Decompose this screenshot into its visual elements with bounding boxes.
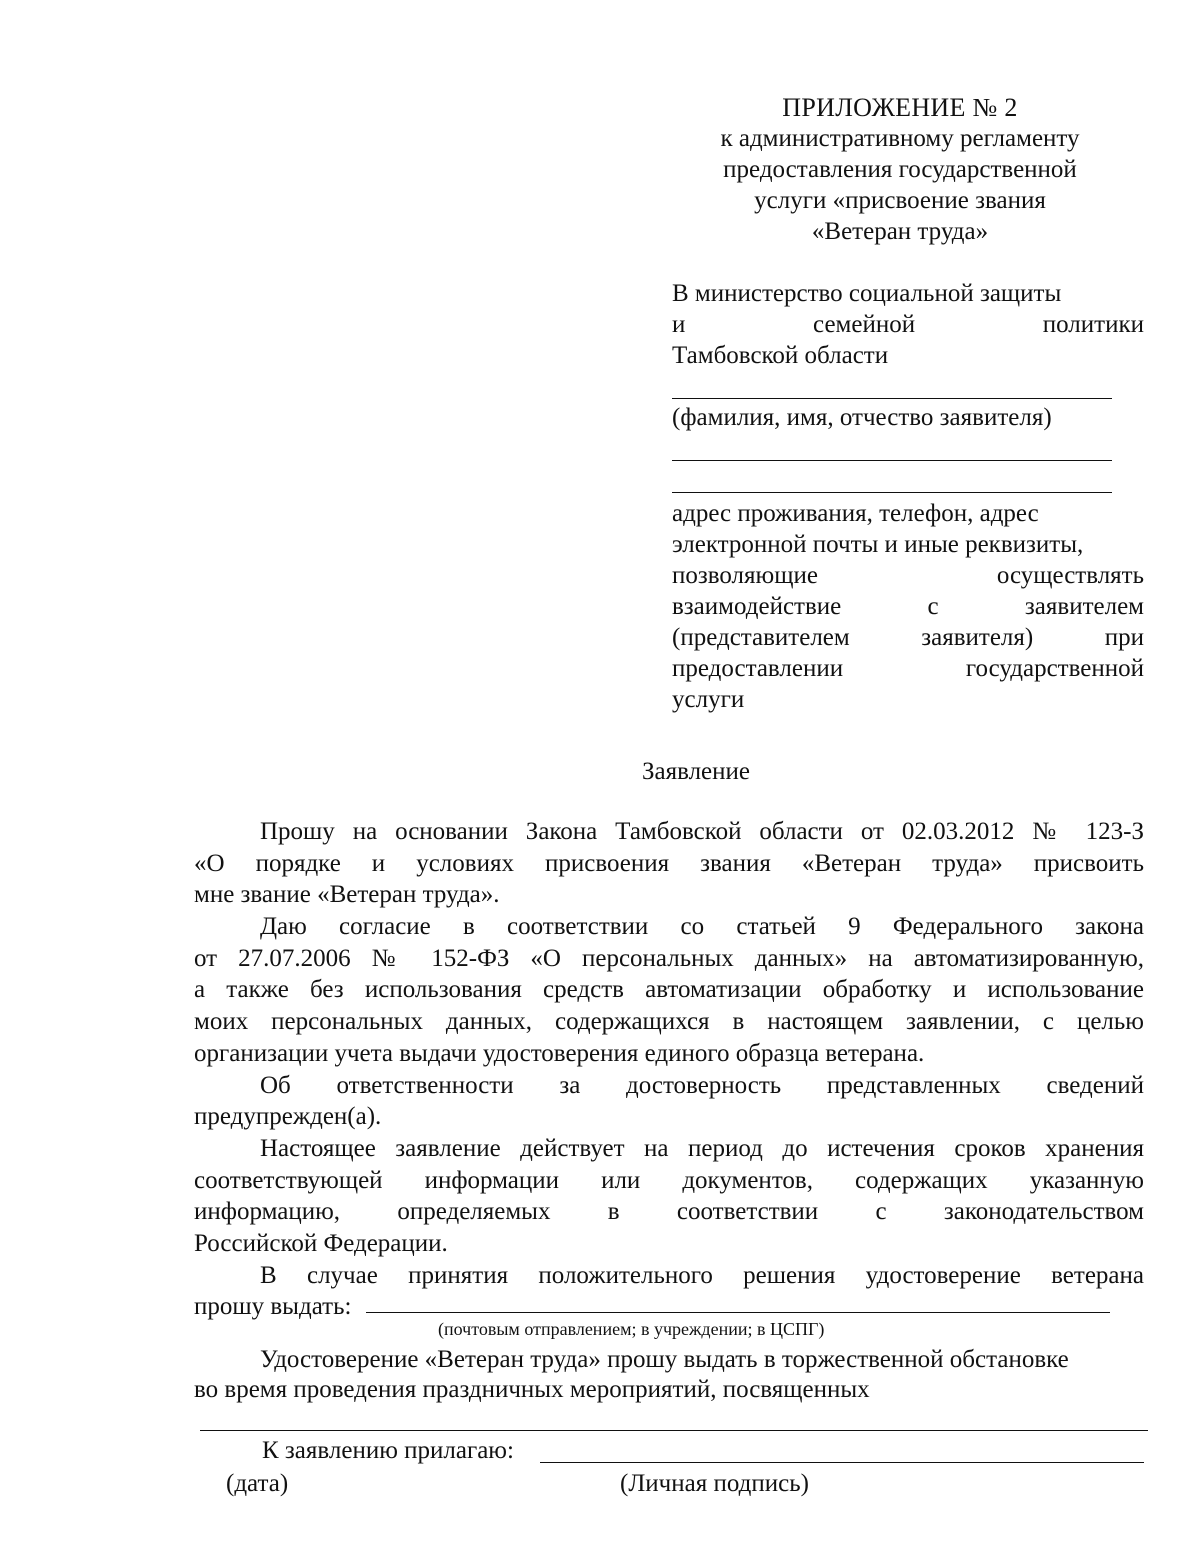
application-body bbox=[194, 816, 1144, 1291]
signature-caption: (Личная подпись) bbox=[620, 1470, 809, 1497]
ceremony-blank-line[interactable] bbox=[200, 1430, 1148, 1431]
fio-caption: (фамилия, имя, отчество заявителя) bbox=[672, 404, 1052, 431]
paragraph-line: «О порядке и условиях присвоения звания «Ветеран труда» присвоить bbox=[194, 849, 1144, 877]
address-blank-line-1[interactable] bbox=[672, 460, 1112, 461]
contacts-caption-line: предоставлении государственной bbox=[672, 655, 1144, 682]
paragraph-line: соответствующей информации или документов, содержащих указанную bbox=[194, 1166, 1144, 1194]
address-blank-line-2[interactable] bbox=[672, 492, 1112, 493]
appendix-subtitle-line: предоставления государственной bbox=[723, 156, 1077, 183]
contacts-caption-line: адрес проживания, телефон, адрес bbox=[672, 500, 1039, 527]
appendix-title: ПРИЛОЖЕНИЕ № 2 bbox=[782, 93, 1018, 122]
delivery-caption: (почтовым отправлением; в учреждении; в ЦСПГ) bbox=[438, 1319, 825, 1339]
delivery-label: прошу выдать: bbox=[194, 1293, 352, 1320]
appendix-subtitle-line: услуги «присвоение звания bbox=[754, 187, 1046, 214]
addressee-line: Тамбовской области bbox=[672, 342, 889, 369]
paragraph-line: мне звание «Ветеран труда». bbox=[194, 881, 500, 909]
appendix-header bbox=[690, 92, 1110, 247]
fio-blank-line[interactable] bbox=[672, 398, 1112, 399]
contacts-caption bbox=[672, 498, 1144, 715]
paragraph-line: информацию, определяемых в соответствии с законодательством bbox=[194, 1198, 1144, 1226]
paragraph-line: Российской Федерации. bbox=[194, 1229, 448, 1257]
date-caption: (дата) bbox=[226, 1470, 289, 1497]
application-title: Заявление bbox=[641, 758, 751, 785]
paragraph-line: предупрежден(а). bbox=[194, 1103, 382, 1131]
contacts-caption-line: позволяющие осуществлять bbox=[672, 562, 1144, 589]
paragraph-line: Даю согласие в соответствии со статьей 9 Федерального закона bbox=[260, 913, 1144, 941]
contacts-caption-line: электронной почты и иные реквизиты, bbox=[672, 531, 1084, 558]
appendix-subtitle-line: к административному регламенту bbox=[720, 125, 1080, 152]
paragraph-line: организации учета выдачи удостоверения единого образца ветерана. bbox=[194, 1039, 925, 1067]
paragraph-line: моих персональных данных, содержащихся в настоящем заявлении, с целью bbox=[194, 1008, 1144, 1036]
contacts-caption-line: (представителем заявителя) при bbox=[672, 624, 1144, 651]
addressee-block bbox=[672, 278, 1144, 371]
paragraph-line: Об ответственности за достоверность представленных сведений bbox=[260, 1071, 1144, 1099]
delivery-method-blank-line[interactable] bbox=[366, 1312, 1110, 1313]
contacts-caption-line: услуги bbox=[672, 686, 745, 713]
ceremony-line-1: Удостоверение «Ветеран труда» прошу выдать в торжественной обстановке bbox=[260, 1346, 1069, 1373]
addressee-line: и семейной политики bbox=[672, 311, 1144, 338]
attachment-label: К заявлению прилагаю: bbox=[262, 1437, 514, 1464]
paragraph-line: Настоящее заявление действует на период до истечения сроков хранения bbox=[260, 1134, 1144, 1162]
paragraph-line: от 27.07.2006 № 152-ФЗ «О персональных данных» на автоматизированную, bbox=[194, 944, 1144, 972]
ceremony-line-2: во время проведения праздничных мероприятий, посвященных bbox=[194, 1376, 870, 1403]
paragraph-line: а также без использования средств автоматизации обработку и использование bbox=[194, 976, 1144, 1004]
addressee-line: В министерство социальной защиты bbox=[672, 280, 1062, 307]
contacts-caption-line: взаимодействие с заявителем bbox=[672, 593, 1144, 620]
attachment-blank-line[interactable] bbox=[540, 1462, 1144, 1463]
paragraph-line: Прошу на основании Закона Тамбовской области от 02.03.2012 № 123-З bbox=[260, 818, 1144, 845]
paragraph-line: В случае принятия положительного решения удостоверение ветерана bbox=[260, 1261, 1144, 1289]
appendix-subtitle-line: «Ветеран труда» bbox=[811, 218, 989, 245]
